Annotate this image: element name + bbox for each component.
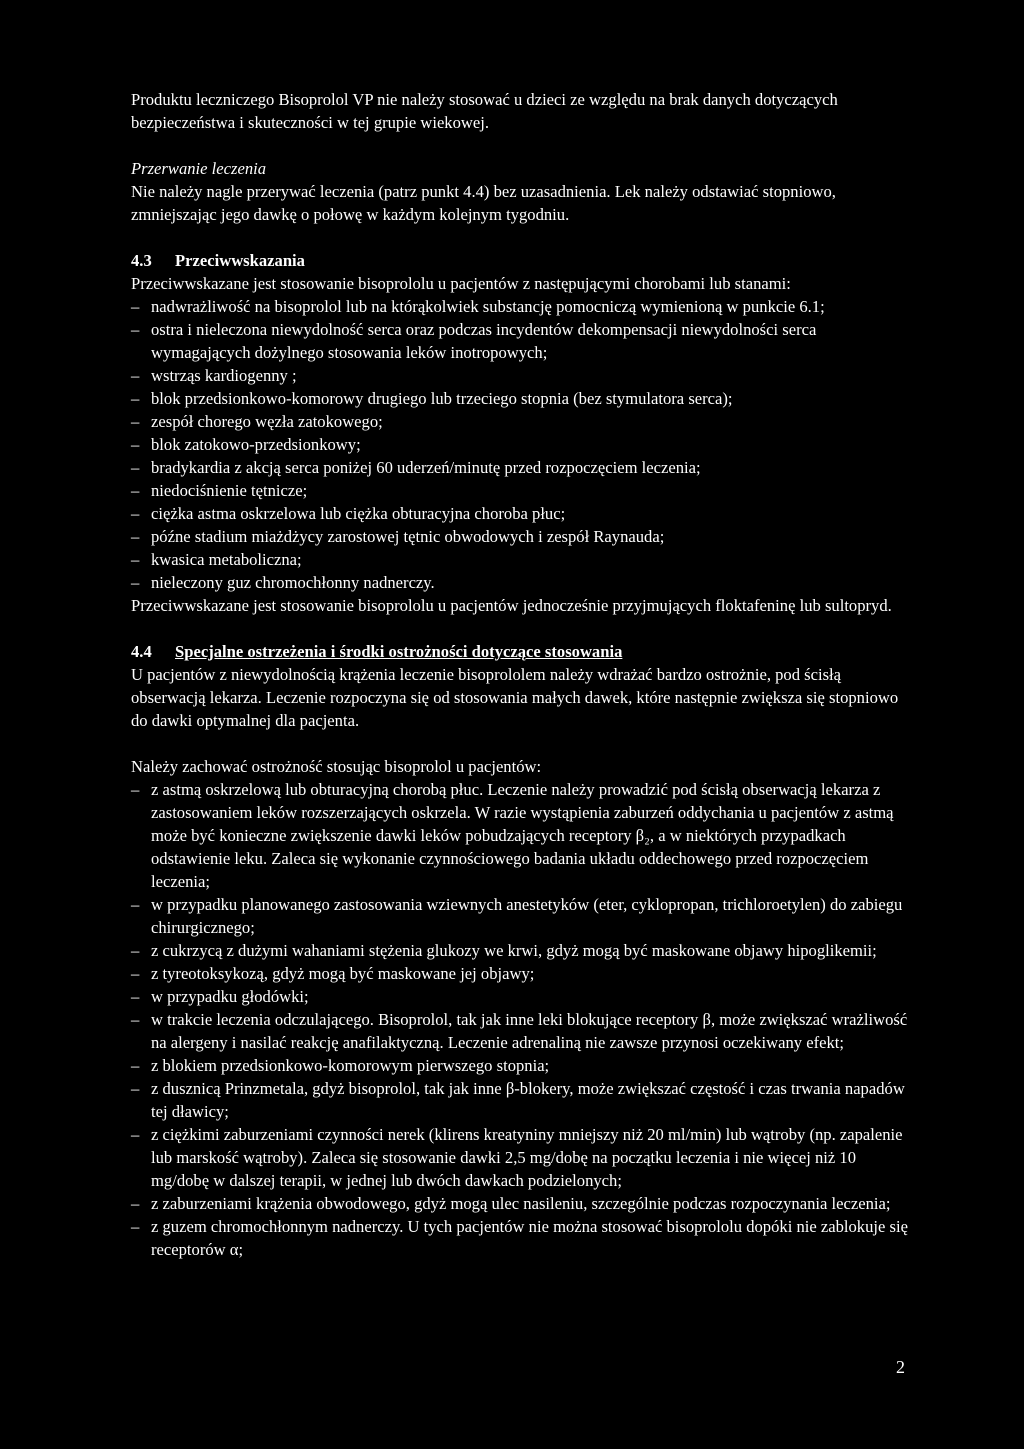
list-item: – niedociśnienie tętnicze; [131, 479, 911, 502]
list-item: – z astmą oskrzelową lub obturacyjną chorobą płuc. Leczenie należy prowadzić pod ścisłą obserwacją lekarza z zastosowaniem leków rozszerzających oskrzela. W razie wystąpienia zaburzeń oddychania u pacjentów z astmą może być konieczne zwiększenie dawki leków pobudzających receptory β₂, a w niektórych przypadkach odstawienie leku. Zaleca się wykonanie czynnościowego badania układu oddechowego przed rozpoczęciem leczenia; [131, 778, 911, 893]
section-43-intro: Przeciwwskazane jest stosowanie bisoprololu u pacjentów z następującymi chorobami lub stanami: [131, 274, 791, 293]
list-item: – nadwrażliwość na bisoprolol lub na którąkolwiek substancję pomocniczą wymienioną w punkcie 6.1; [131, 295, 911, 318]
list-item: – blok przedsionkowo-komorowy drugiego lub trzeciego stopnia (bez stymulatora serca); [131, 387, 911, 410]
list-item: – w trakcie leczenia odczulającego. Bisoprolol, tak jak inne leki blokujące receptory β, może zwiększać wrażliwość na alergeny i nasilać reakcję anafilaktyczną. Leczenie adrenaliną nie zawsze przynosi oczekiwany efekt; [131, 1008, 911, 1054]
list-item: – późne stadium miażdżycy zarostowej tętnic obwodowych i zespół Raynauda; [131, 525, 911, 548]
section-43-title: Przeciwwskazania [175, 251, 305, 270]
list-item: – zespół chorego węzła zatokowego; [131, 410, 911, 433]
list-item: – blok zatokowo-przedsionkowy; [131, 433, 911, 456]
list-item: – bradykardia z akcją serca poniżej 60 uderzeń/minutę przed rozpoczęciem leczenia; [131, 456, 911, 479]
list-item: – w przypadku głodówki; [131, 985, 911, 1008]
section-43-closing: Przeciwwskazane jest stosowanie bisoprololu u pacjentów jednocześnie przyjmujących floktafeninę lub sultopryd. [131, 596, 892, 615]
list-item: – z blokiem przedsionkowo-komorowym pierwszego stopnia; [131, 1054, 911, 1077]
section-44-title: Specjalne ostrzeżenia i środki ostrożności dotyczące stosowania [175, 642, 623, 661]
section-44-number: 4.4 [131, 642, 152, 661]
document-page [131, 88, 911, 1261]
contraindications-list [131, 295, 911, 594]
list-item: – z dusznicą Prinzmetala, gdyż bisoprolol, tak jak inne β-blokery, może zwiększać częstość i czas trwania napadów tej dławicy; [131, 1077, 911, 1123]
list-item: – wstrząs kardiogenny ; [131, 364, 911, 387]
section-43-number: 4.3 [131, 251, 152, 270]
list-item: – nieleczony guz chromochłonny nadnerczy. [131, 571, 911, 594]
list-item: – ciężka astma oskrzelowa lub ciężka obturacyjna choroba płuc; [131, 502, 911, 525]
list-item: – ostra i nieleczona niewydolność serca oraz podczas incydentów dekompensacji niewydolności serca wymagających dożylnego stosowania leków inotropowych; [131, 318, 911, 364]
list-item: – z zaburzeniami krążenia obwodowego, gdyż mogą ulec nasileniu, szczególnie podczas rozpoczynania leczenia; [131, 1192, 911, 1215]
list-item: – z guzem chromochłonnym nadnerczy. U tych pacjentów nie można stosować bisoprololu dopóki nie zablokuje się receptorów α; [131, 1215, 911, 1261]
caution-list [131, 778, 911, 1261]
intro-paragraph: Produktu leczniczego Bisoprolol VP nie należy stosować u dzieci ze względu na brak danych dotyczących bezpieczeństwa i skuteczności w tej grupie wiekowej. [131, 90, 838, 132]
list-item: – z cukrzycą z dużymi wahaniami stężenia glukozy we krwi, gdyż mogą być maskowane objawy hipoglikemii; [131, 939, 911, 962]
withdrawal-heading: Przerwanie leczenia [131, 159, 267, 178]
section-43-heading [131, 249, 911, 272]
caution-intro: Należy zachować ostrożność stosując bisoprolol u pacjentów: [131, 757, 542, 776]
list-item: – w przypadku planowanego zastosowania wziewnych anestetyków (eter, cyklopropan, trichloroetylen) do zabiegu chirurgicznego; [131, 893, 911, 939]
list-item: – kwasica metaboliczna; [131, 548, 911, 571]
withdrawal-text: Nie należy nagle przerywać leczenia (patrz punkt 4.4) bez uzasadnienia. Lek należy odstawiać stopniowo, zmniejszając jego dawkę o połowę w każdym kolejnym tygodniu. [131, 182, 836, 224]
section-44-paragraph: U pacjentów z niewydolnością krążenia leczenie bisoprololem należy wdrażać bardzo ostrożnie, pod ścisłą obserwacją lekarza. Leczenie rozpoczyna się od stosowania małych dawek, które następnie zwiększa się stopniowo do dawki optymalnej dla pacjenta. [131, 665, 899, 730]
page-number: 2 [896, 1357, 905, 1377]
list-item: – z tyreotoksykozą, gdyż mogą być maskowane jej objawy; [131, 962, 911, 985]
list-item: – z ciężkimi zaburzeniami czynności nerek (klirens kreatyniny mniejszy niż 20 ml/min) lub wątroby (np. zapalenie lub marskość wątroby). Zaleca się stosowanie dawki 2,5 mg/dobę na początku leczenia i nie więcej niż 10 mg/dobę w dalszej terapii, w jednej lub dwóch dawkach podzielonych; [131, 1123, 911, 1192]
section-44-heading [131, 640, 911, 663]
